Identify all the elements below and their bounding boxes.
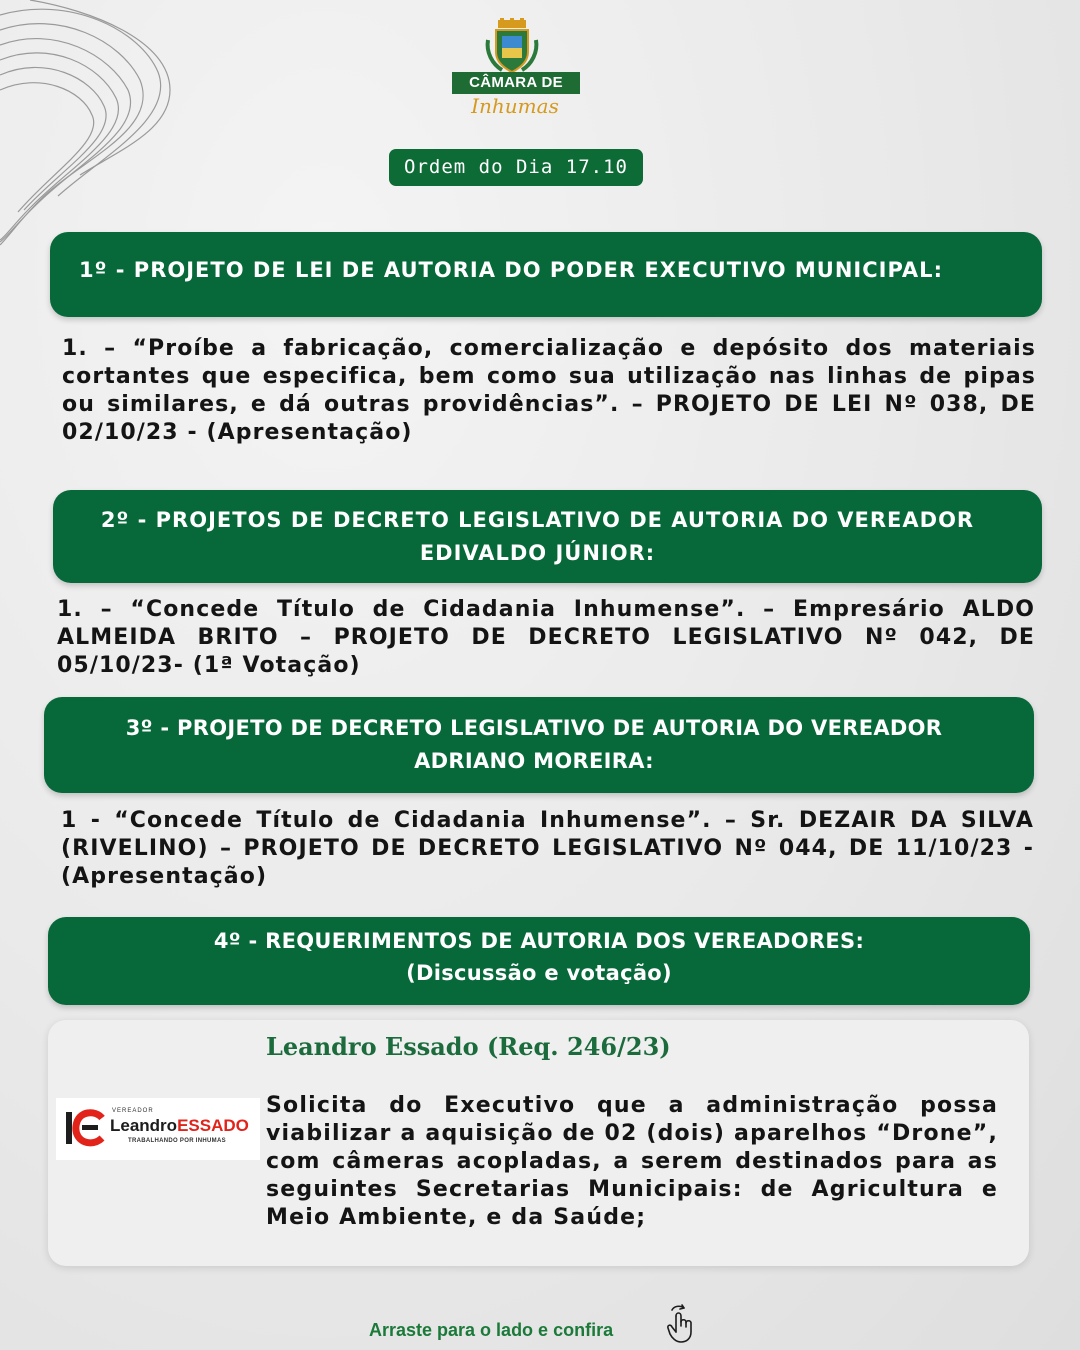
section-4-heading-line-2: (Discussão e votação) — [406, 961, 672, 985]
section-2-heading-line-1: 2º - PROJETOS DE DECRETO LEGISLATIVO DE AUTORIA DO VEREADOR — [100, 507, 975, 532]
section-4-heading — [48, 917, 1030, 1005]
swipe-hand-icon — [664, 1302, 700, 1344]
logo-script: Inhumas — [471, 94, 559, 118]
brand-name-first: Leandro — [110, 1116, 178, 1135]
brand-small-label: VEREADOR — [112, 1108, 154, 1114]
coat-of-arms-icon — [484, 18, 540, 78]
section-3-body: 1 - “Concede Título de Cidadania Inhumense”. – Sr. DEZAIR DA SILVA (RIVELINO) – PROJETO DE DECRETO LEGISLATIVO Nº 044, DE 11/10/23 - (Apresentação) — [61, 808, 1034, 889]
section-3-heading — [44, 697, 1034, 793]
section-4-heading-line-1: 4º - REQUERIMENTOS DE AUTORIA DOS VEREADORES: — [213, 929, 865, 953]
le-monogram-icon — [62, 1108, 106, 1150]
date-label: Ordem do Dia 17.10 — [389, 149, 643, 186]
decorative-swirl — [0, 0, 180, 250]
logo-title: CÂMARA DE — [452, 72, 580, 94]
section-3-heading-line-2: ADRIANO MOREIRA: — [414, 749, 654, 773]
section-1-heading — [50, 232, 1042, 317]
brand-name-last: ESSADO — [177, 1116, 249, 1135]
section-2-heading-line-2: EDIVALDO JÚNIOR: — [419, 540, 656, 565]
request-description: Solicita do Executivo que a administração possa viabilizar a aquisição de 02 (dois) aparelhos “Drone”, com câmeras acopladas, a serem destinados para as seguintes Secretarias Municipais: de Agricultura e Meio Ambiente, e da Saúde; — [266, 1093, 998, 1230]
brand-tagline: TRABALHANDO POR INHUMAS — [128, 1138, 226, 1144]
section-1-body: 1. – “Proíbe a fabricação, comercialização e depósito dos materiais cortantes que especifica, bem como sua utilização nas linhas de pipas ou similares, e dá outras providências”. – PROJETO DE LEI Nº 038, DE 02/10/23 - (Apresentação) — [62, 336, 1036, 445]
leandro-essado-logo — [56, 1098, 260, 1160]
swipe-hint: Arraste para o lado e confira — [369, 1320, 614, 1340]
section-3-heading-line-1: 3º - PROJETO DE DECRETO LEGISLATIVO DE AUTORIA DO VEREADOR — [125, 716, 943, 740]
section-2-body: 1. – “Concede Título de Cidadania Inhumense”. – Empresário ALDO ALMEIDA BRITO – PROJETO DE DECRETO LEGISLATIVO Nº 042, DE 05/10/23- (1ª Votação) — [57, 597, 1035, 678]
request-title: Leandro Essado (Req. 246/23) — [266, 1032, 671, 1061]
request-card — [48, 1020, 1029, 1266]
section-1-heading-line-1: 1º - PROJETO DE LEI DE AUTORIA DO PODER EXECUTIVO MUNICIPAL: — [79, 257, 943, 282]
camara-logo — [440, 14, 590, 126]
section-2-heading — [53, 490, 1042, 583]
brand-name — [110, 1116, 249, 1136]
